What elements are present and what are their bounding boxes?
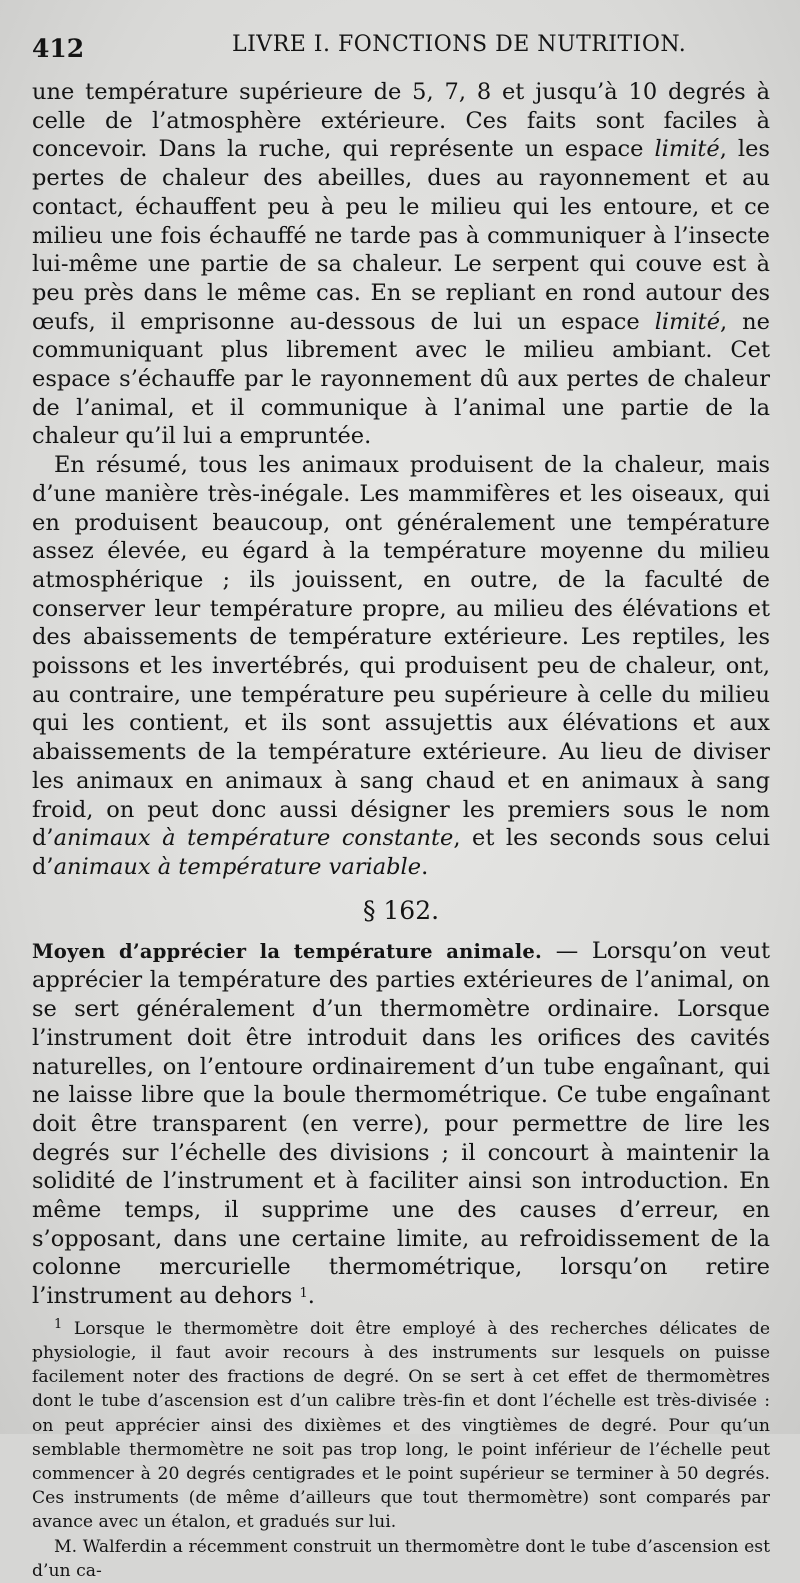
text-run: . [421, 853, 429, 880]
footnote-continuation [32, 1535, 770, 1583]
page-number: 412 [32, 34, 85, 63]
paragraph-lead-title: Moyen d’apprécier la température animale. [32, 939, 542, 963]
page-header [32, 28, 770, 78]
footnote-marker: 1 [54, 1316, 63, 1332]
text-run: En résumé, tous les animaux produisent de la chaleur, mais d’une manière très-inégale. Les mammifères et les oiseaux, qui en produisent beaucoup, ont généralement une température assez élevée, eu égard à la température moyenne du milieu atmosphérique ; ils jouissent, en outre, de la faculté de conserver leur température propre, au milieu des élévations et des abaissements de température extérieure. Les reptiles, les poissons et les invertébrés, qui produisent peu de chaleur, ont, au contraire, une température peu supérieure à celle du milieu qui les contient, et ils sont assujettis aux élévations et aux abaissements de la température extérieure. Au lieu de diviser les animaux en animaux à sang chaud et en animaux à sang froid, on peut donc aussi désigner les premiers sous le nom d’ [32, 452, 770, 852]
footnote-text: Lorsque le thermomètre doit être employé à des recherches délicates de physiologie, il faut avoir recours à des instruments sur lesquels on puisse facilement noter des fractions de degré. On se sert à cet effet de thermomètres dont le tube d’ascension est d’un calibre très-fin et dont l’échelle est très-divisée : on peut apprécier ainsi des dixièmes et des vingtièmes de degré. Pour qu’un semblable thermomètre ne soit pas trop long, le point inférieur de l’échelle peut commencer à 20 degrés centigrades et le point supérieur se terminer à 50 degrés. Ces instruments (de même d’ailleurs que tout thermomètre) sont comparés par avance avec un étalon, et gradués sur lui. [32, 1318, 770, 1533]
italic-run: animaux à température variable [53, 853, 422, 880]
section-heading: § 162. [362, 895, 440, 925]
text-run: — Lorsqu’on veut apprécier la température des parties extérieures de l’animal, on se sert généralement d’un thermomètre ordinaire. Lorsque l’instrument doit être introduit dans les orifices des cavités naturelles, on l’entoure ordinairement d’un tube engaînant, qui ne laisse libre que la boule thermométrique. Ce tube engaînant doit être transparent (en verre), pour permettre de lire les degrés sur l’échelle des divisions ; il concourt à maintenir la solidité de l’instrument et à faciliter ainsi son introduction. En même temps, il supprime une des causes d’erreur, en s’opposant, dans une certaine limite, au refroidissement de la colonne mercurielle thermométrique, lorsqu’on retire l’instrument au dehors [32, 937, 771, 1310]
italic-run: limité [654, 136, 720, 163]
footnote-text: M. Walferdin a récemment construit un thermomètre dont le tube d’ascension est d’un ca- [32, 1536, 770, 1581]
text-run: , les pertes de chaleur des abeilles, dues au rayonnement et au contact, échauffent peu à peu le milieu qui les entoure, et ce milieu une fois échauffé ne tarde pas à communiquer à l’insecte lui-même une partie de sa chaleur. Le serpent qui couve est à peu près dans le même cas. En se repliant en rond autour des œufs, il emprisonne au-dessous de lui un espace [32, 136, 770, 335]
paragraph-moyen-apprecier [32, 937, 770, 1311]
footnotes [32, 1317, 770, 1583]
text-run: une température supérieure de 5, 7, 8 et jusqu’à 10 degrés à celle de l’atmosphère extérieure. Ces faits sont faciles à concevoir. Dans la ruche, qui représente un espace [32, 79, 770, 163]
footnote-reference[interactable]: 1 [299, 1286, 308, 1302]
running-title: LIVRE I. FONCTIONS DE NUTRITION. [232, 32, 687, 57]
text-run: . [307, 1283, 315, 1310]
footnote-1 [32, 1317, 770, 1535]
italic-run: animaux à température constante [53, 825, 454, 852]
paragraph-chaleur-ruche [32, 78, 770, 451]
text-run: , ne communiquant plus librement avec le milieu ambiant. Cet espace s’échauffe par le rayonnement dû aux pertes de chaleur de l’animal, et il communique à l’animal une partie de la chaleur qu’il lui a empruntée. [32, 308, 770, 450]
text-run: , et les seconds sous celui d’ [32, 825, 770, 880]
italic-run: limité [654, 308, 721, 335]
paragraph-en-resume [32, 451, 770, 882]
